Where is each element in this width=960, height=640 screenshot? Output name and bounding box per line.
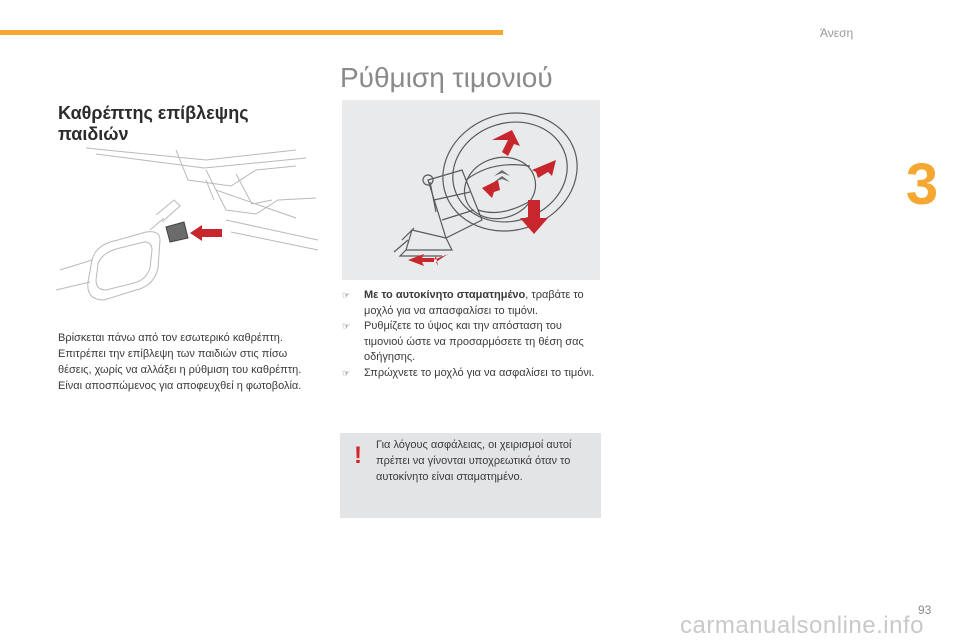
bullet-icon: ☞ [342,367,351,378]
warning-box [340,433,601,518]
bullet-icon: ☞ [342,321,351,331]
step-3-text: Σπρώχνετε το μοχλό για να ασφαλίσει το τιμόνι. [364,366,595,379]
chapter-number: 3 [905,152,939,217]
child-mirror-illustration [56,140,320,310]
mirror-paragraph-2: Είναι αποσπώμενος για αποφευχθεί η φωτοβολία. [58,380,302,392]
header-accent-bar [0,30,503,35]
steps-list [342,288,604,381]
step-1-bold: Με το αυτοκίνητο σταματημένο [364,289,526,301]
watermark: carmanualsonline.info [680,612,924,639]
mirror-description [58,330,320,394]
step-item-1 [342,288,604,319]
steering-wheel-illustration [342,100,600,280]
mirror-heading: Καθρέπτης επίβλεψης παιδιών [58,103,249,144]
mirror-paragraph-1: Βρίσκεται πάνω από τον εσωτερικό καθρέπτη. Επιτρέπει την επίβλεψη των παιδιών στις πίσω θέσεις, χωρίς να αλλάξει η ρύθμιση του καθρέπτη. [58,332,302,376]
step-1-text: , τραβάτε το μοχλό για να απασφαλίσει το τιμόνι. [364,289,584,317]
bullet-icon: ☞ [342,290,351,300]
section-name: Άνεση [820,26,854,40]
page-number: 93 [918,603,932,617]
step-2-text: Ρυθμίζετε το ύψος και την απόσταση του τιμονιού ώστε να προσαρμόσετε τη θέση σας οδήγησης. [364,320,584,363]
step-item-2 [342,319,604,366]
child-mirror-shape [166,222,188,242]
red-arrow-icon [190,225,222,241]
warning-text: Για λόγους ασφάλειας, οι χειρισμοί αυτοί πρέπει να γίνονται υποχρεωτικά όταν το αυτοκίνητο είναι σταματημένο. [376,439,572,483]
warning-icon: ! [354,442,362,469]
page-title: Ρύθμιση τιμονιού [340,62,553,93]
step-item-3 [342,366,604,382]
